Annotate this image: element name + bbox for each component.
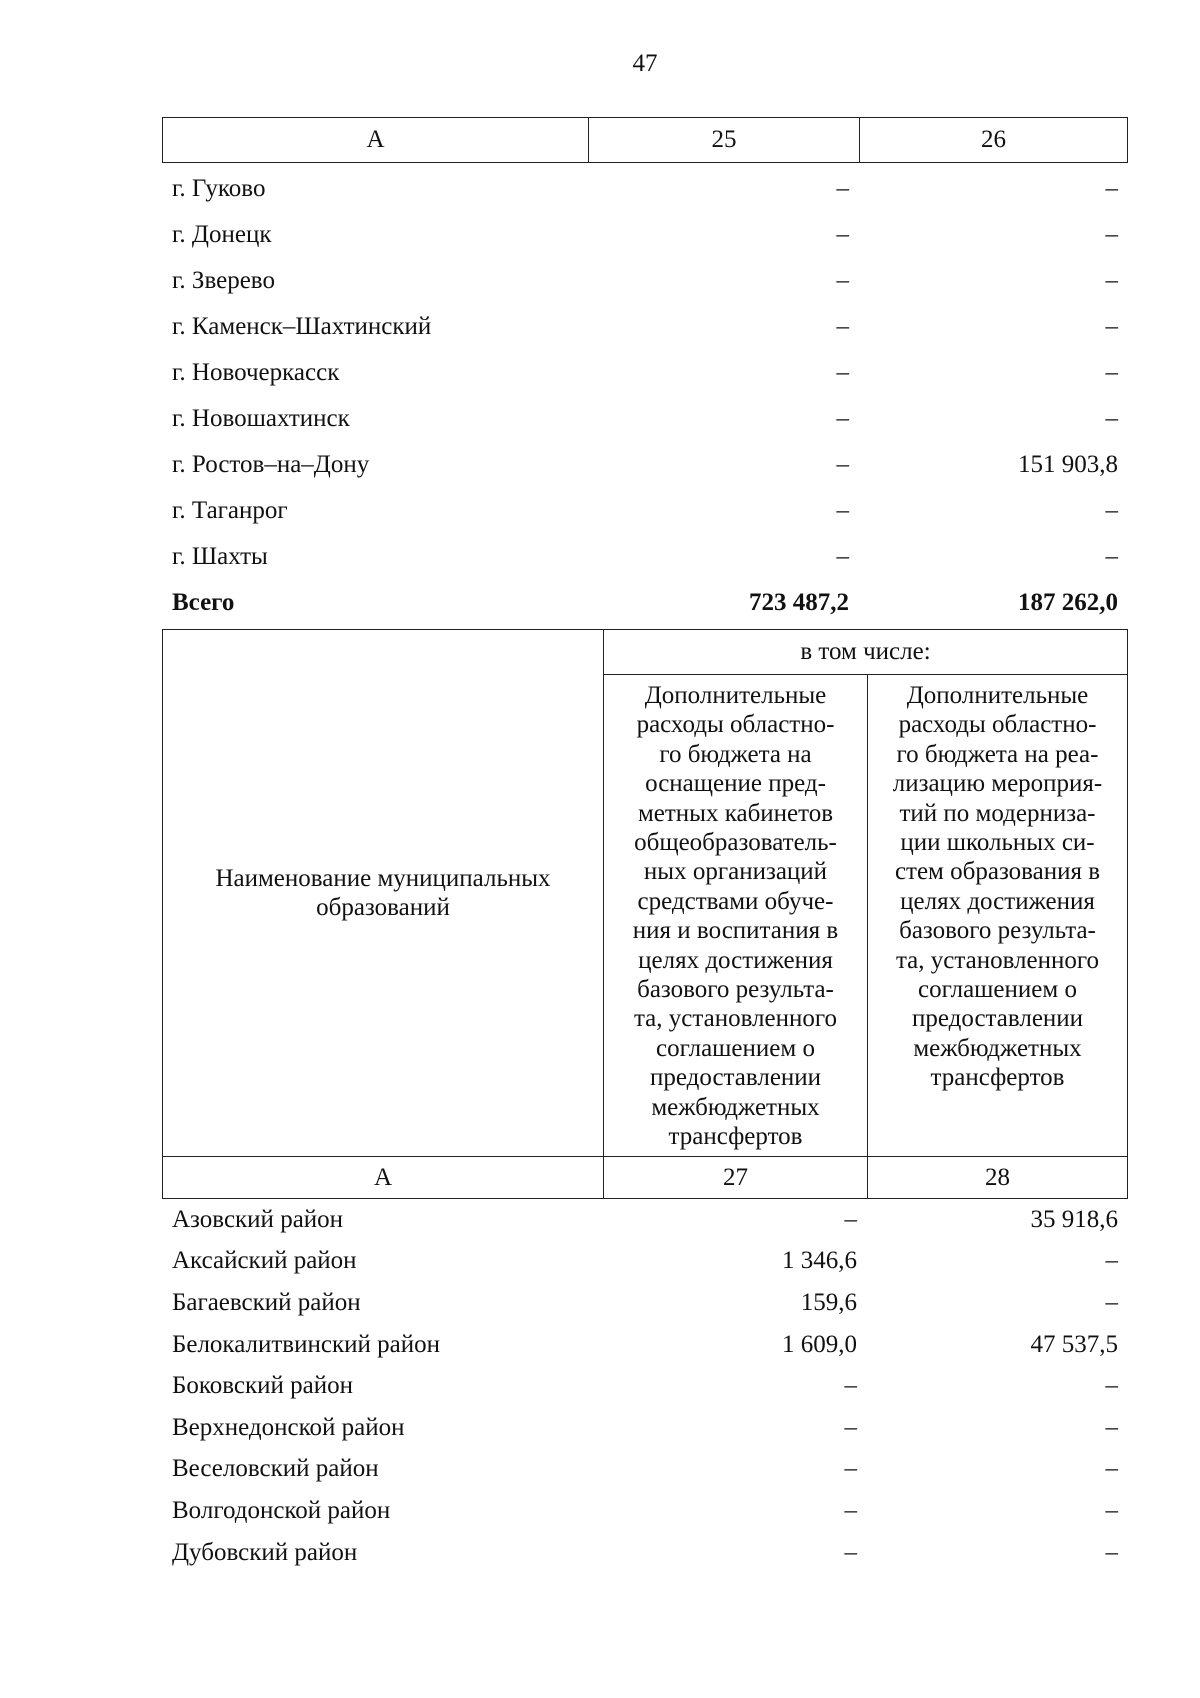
header-line: общеобразователь- <box>634 829 837 857</box>
header-line: лизацию мероприя- <box>892 770 1103 798</box>
header-line: го бюджета на <box>659 740 812 768</box>
table2-number-28: 28 <box>985 1163 1010 1191</box>
header-line: Дополнительные <box>906 682 1089 709</box>
table-row <box>162 1241 1128 1283</box>
table2-body <box>162 1199 1128 1573</box>
table-row <box>162 1490 1128 1532</box>
header-line: расходы областно- <box>898 711 1097 739</box>
table2-header-including: в том числе: <box>604 630 1127 675</box>
row-value-25: – <box>836 359 849 386</box>
header-line: соглашением о <box>918 976 1077 1004</box>
header-line: межбюджетных <box>651 1093 820 1121</box>
table-row <box>162 166 1128 212</box>
row-value-28: 47 537,5 <box>1030 1330 1118 1358</box>
row-name: г. Ростов–на–Дону <box>172 451 370 478</box>
row-name: Веселовский район <box>172 1455 379 1483</box>
table-row <box>162 1282 1128 1324</box>
header-line: тий по модерниза- <box>899 799 1096 827</box>
table-row <box>162 1449 1128 1491</box>
header-line: Дополнительные <box>644 682 827 709</box>
header-line: ния и воспитания в <box>632 917 839 945</box>
header-line: соглашением о <box>656 1034 815 1062</box>
header-line: межбюджетных <box>913 1034 1082 1062</box>
table-row <box>162 258 1128 304</box>
header-line: го бюджета на реа- <box>896 740 1099 768</box>
table2-header <box>162 629 1128 1199</box>
row-value-26: – <box>1105 497 1118 524</box>
row-value-25: – <box>836 313 849 340</box>
row-value-27: 1 609,0 <box>782 1330 857 1358</box>
row-value-28: – <box>1105 1247 1118 1275</box>
table-row <box>162 1324 1128 1366</box>
header-line: метных кабинетов <box>637 799 834 827</box>
row-name: г. Гуково <box>172 175 266 202</box>
table-row <box>162 1199 1128 1241</box>
row-value-25: – <box>836 497 849 524</box>
row-name: Азовский район <box>172 1205 344 1233</box>
table2-header-col27 <box>604 675 868 1156</box>
table-row <box>162 1365 1128 1407</box>
table1-header-name: А <box>163 118 589 162</box>
table2-header-col28 <box>868 675 1127 1156</box>
row-value-28: – <box>1105 1496 1118 1524</box>
row-name: Аксайский район <box>172 1247 357 1275</box>
table-total-row <box>162 580 1128 626</box>
row-value-28: – <box>1105 1288 1118 1316</box>
header-line: предоставлении <box>911 1005 1084 1033</box>
row-name: г. Новошахтинск <box>172 405 350 432</box>
table-row <box>162 1532 1128 1574</box>
table-row <box>162 212 1128 258</box>
table-row <box>162 304 1128 350</box>
header-line: оснащение пред- <box>645 770 826 798</box>
table-row <box>162 396 1128 442</box>
header-line: ции школьных си- <box>900 829 1095 857</box>
row-value-25: – <box>836 175 849 202</box>
table1-body <box>162 166 1128 626</box>
row-value-27: – <box>844 1455 857 1483</box>
table-row <box>162 442 1128 488</box>
row-value-25: – <box>836 405 849 432</box>
header-line: базового результа- <box>899 917 1096 945</box>
row-value-27: – <box>844 1413 857 1441</box>
row-value-27: – <box>844 1538 857 1566</box>
table2-column-numbers <box>163 1156 1127 1198</box>
header-line: средствами обуче- <box>637 887 834 915</box>
row-value-25: – <box>836 221 849 248</box>
table2-number-27: 27 <box>604 1157 868 1198</box>
total-label: Всего <box>172 589 235 616</box>
table1-header <box>162 117 1128 163</box>
row-value-28: – <box>1105 1538 1118 1566</box>
row-value-26: – <box>1105 405 1118 432</box>
row-value-26: – <box>1105 267 1118 294</box>
table2-header-name: Наименование муниципальных образований <box>163 630 604 1156</box>
header-line: трансфертов <box>930 1064 1065 1092</box>
header-line: предоставлении <box>649 1064 822 1092</box>
row-name: Волгодонской район <box>172 1496 391 1524</box>
row-name: г. Донецк <box>172 221 272 248</box>
row-name: г. Зверево <box>172 267 275 294</box>
row-value-26: – <box>1105 175 1118 202</box>
header-line: стем образования в <box>894 858 1101 886</box>
header-line: целях достижения <box>900 887 1095 915</box>
row-value-27: – <box>844 1496 857 1524</box>
row-value-27: 1 346,6 <box>782 1247 857 1275</box>
row-value-28: – <box>1105 1413 1118 1441</box>
row-value-28: 35 918,6 <box>1030 1205 1118 1233</box>
total-value-26: 187 262,0 <box>1018 589 1118 616</box>
row-name: г. Шахты <box>172 543 268 570</box>
header-line: целях достижения <box>638 946 833 974</box>
row-value-25: – <box>836 543 849 570</box>
table2-number-name: А <box>163 1157 604 1198</box>
total-value-25: 723 487,2 <box>749 589 849 616</box>
row-name: г. Каменск–Шахтинский <box>172 313 432 340</box>
row-value-26: – <box>1105 543 1118 570</box>
row-name: Белокалитвинский район <box>172 1330 440 1358</box>
row-name: Боковский район <box>172 1372 353 1400</box>
row-name: г. Новочеркасск <box>172 359 340 386</box>
row-value-27: 159,6 <box>800 1288 857 1316</box>
table1-header-col25: 25 <box>589 118 860 162</box>
row-name: Багаевский район <box>172 1288 361 1316</box>
row-value-27: – <box>844 1372 857 1400</box>
header-line: ных организаций <box>643 858 828 886</box>
row-value-26: – <box>1105 221 1118 248</box>
row-name: Верхнедонской район <box>172 1413 405 1441</box>
table-row <box>162 1407 1128 1449</box>
table-row <box>162 350 1128 396</box>
table-row <box>162 488 1128 534</box>
header-line: та, установленного <box>633 1005 838 1033</box>
header-line: расходы областно- <box>636 711 835 739</box>
row-value-25: – <box>836 267 849 294</box>
table-row <box>162 534 1128 580</box>
header-line: та, установленного <box>895 946 1100 974</box>
row-value-28: – <box>1105 1372 1118 1400</box>
page-number: 47 <box>632 50 658 77</box>
row-value-26: – <box>1105 359 1118 386</box>
row-value-26: – <box>1105 313 1118 340</box>
row-name: г. Таганрог <box>172 497 288 524</box>
header-line: базового результа- <box>637 976 834 1004</box>
header-line: трансфертов <box>668 1123 803 1151</box>
row-value-27: – <box>844 1205 857 1233</box>
row-value-26: 151 903,8 <box>1018 451 1118 478</box>
row-name: Дубовский район <box>172 1538 358 1566</box>
table1-header-col26: 26 <box>981 126 1006 153</box>
row-value-25: – <box>836 451 849 478</box>
row-value-28: – <box>1105 1455 1118 1483</box>
